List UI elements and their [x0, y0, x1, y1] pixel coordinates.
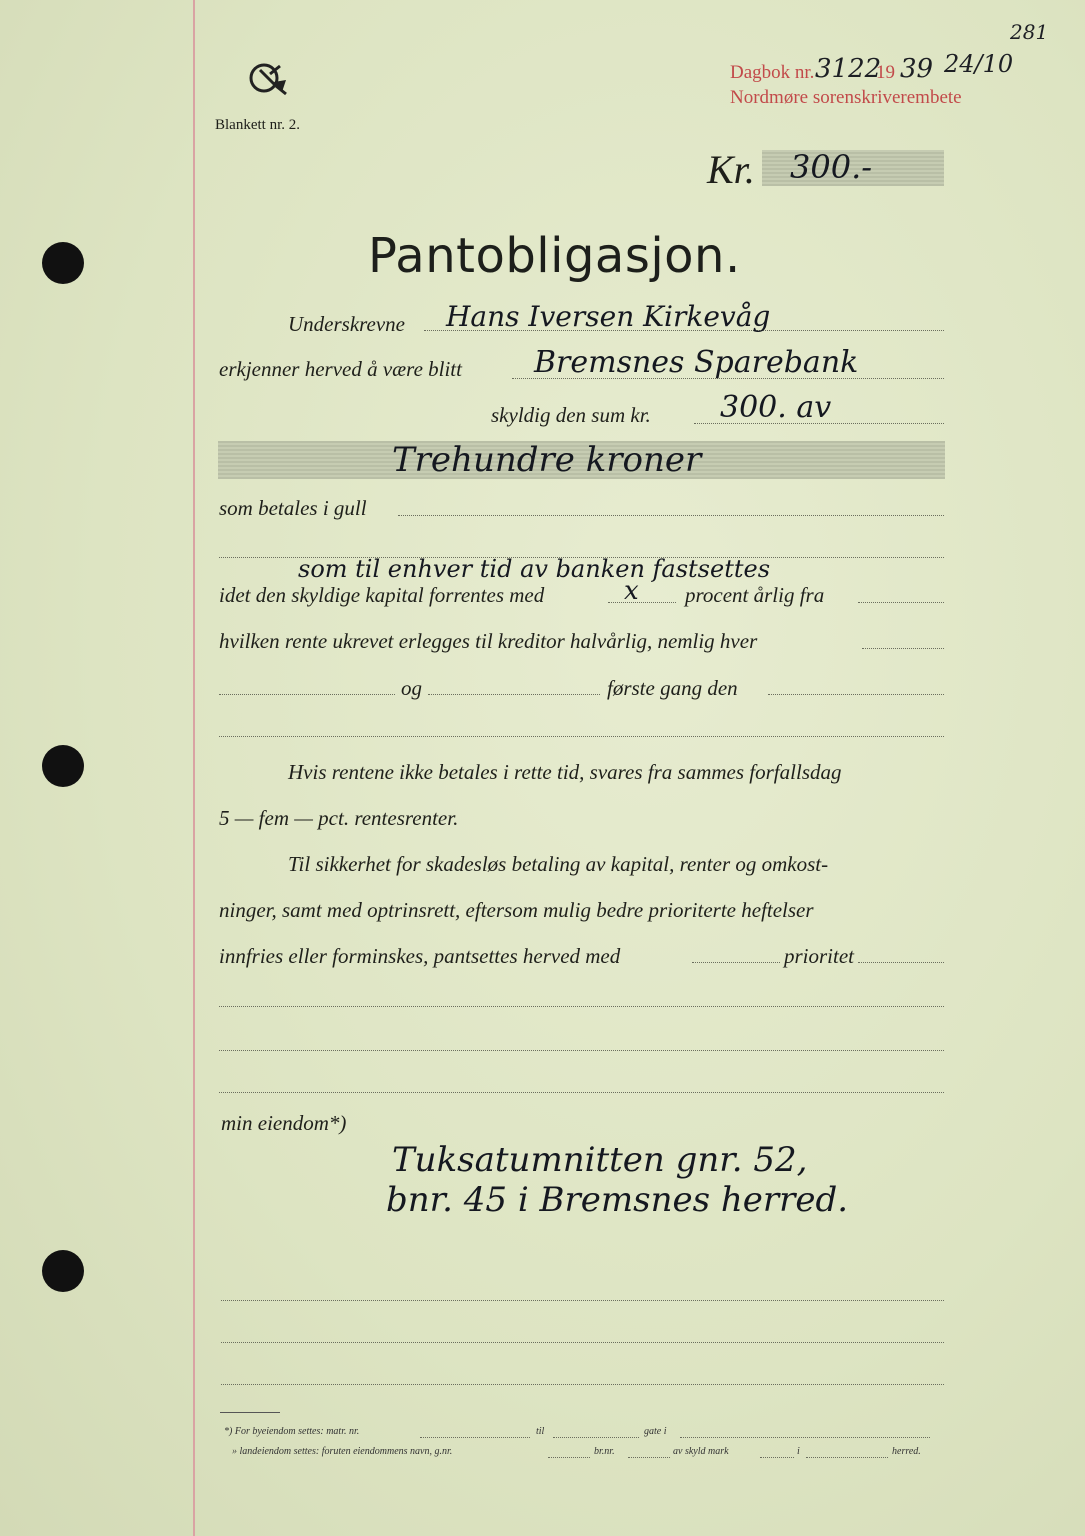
footnote-dots-6: [760, 1457, 794, 1458]
footnote-line1-c: gate i: [644, 1426, 667, 1437]
form-number: Blankett nr. 2.: [215, 117, 300, 133]
footnote-separator: [220, 1412, 280, 1413]
property-line-2: bnr. 45 i Bremsnes herred.: [386, 1180, 849, 1220]
skyldig-amount: 300. av: [720, 390, 832, 425]
prioritet-end-line: [858, 962, 944, 963]
punch-hole-top: [42, 242, 84, 284]
property-line-1: Tuksatumnitten gnr. 52,: [392, 1140, 808, 1180]
para2-line3: innfries eller forminskes, pantsettes herved med: [219, 944, 621, 968]
prioritet-label: prioritet: [784, 944, 855, 968]
para2-line1: Til sikkerhet for skadesløs betaling av kapital, renter og omkost-: [288, 852, 829, 876]
debtor-name: Hans Iversen Kirkevåg: [446, 300, 771, 333]
procent-label: procent årlig fra: [685, 583, 825, 607]
punch-hole-middle: [42, 745, 84, 787]
stamp-year: 39: [900, 54, 934, 84]
crest-logo-icon: [246, 56, 292, 102]
dagbok-number: 3122: [815, 54, 882, 84]
margin-line: [193, 0, 195, 1536]
eiendom-label: min eiendom*): [221, 1111, 347, 1135]
blank-line-4: [219, 1050, 944, 1051]
amount-value: 300.-: [790, 148, 873, 186]
stamp-dagbok-label: Dagbok nr.: [730, 62, 815, 83]
footnote-dots-3: [680, 1437, 930, 1438]
hver-line: [862, 648, 944, 649]
prioritet-line: [692, 962, 780, 963]
procent-value: x: [624, 576, 639, 606]
stamp-year-prefix: 19: [876, 62, 895, 83]
hvilken-label: hvilken rente ukrevet erlegges til kreditor halvårlig, nemlig hver: [219, 629, 758, 653]
page-number: 281: [1010, 20, 1049, 44]
procent-line: [608, 602, 676, 603]
footnote-line1-b: til: [536, 1426, 545, 1437]
gull-line: [398, 515, 944, 516]
amount-label: Kr.: [707, 147, 755, 192]
fra-line: [858, 602, 944, 603]
gull-label: som betales i gull: [219, 496, 367, 520]
stamp-office: Nordmøre sorenskriverembete: [730, 87, 962, 108]
footnote-line2-a: » landeiendom settes: foruten eiendommens navn, g.nr.: [232, 1446, 453, 1457]
footnote-line2-e: herred.: [892, 1446, 921, 1457]
date-line-2: [428, 694, 600, 695]
amount-in-words: Trehundre kroner: [392, 440, 702, 480]
date-line-1: [219, 694, 395, 695]
footnote-line1-a: *) For byeiendom settes: matr. nr.: [224, 1426, 360, 1437]
footnote-dots-1: [420, 1437, 530, 1438]
footnote-dots-7: [806, 1457, 888, 1458]
blank-line-2: [219, 736, 944, 737]
blank-line-7: [221, 1342, 944, 1343]
skyldig-label: skyldig den sum kr.: [491, 403, 651, 427]
para1-line1: Hvis rentene ikke betales i rette tid, svares fra sammes forfallsdag: [288, 760, 842, 784]
blank-line-6: [221, 1300, 944, 1301]
para1-line2: 5 — fem — pct. rentesrenter.: [219, 806, 459, 830]
footnote-dots-5: [628, 1457, 670, 1458]
forste-gang-label: første gang den: [607, 676, 738, 700]
og-label: og: [401, 676, 422, 700]
erkjenner-label: erkjenner herved å være blitt: [219, 357, 462, 381]
blank-line-5: [219, 1092, 944, 1093]
creditor-name: Bremsnes Sparebank: [534, 345, 859, 380]
footnote-line2-d: i: [797, 1446, 800, 1457]
footnote-dots-2: [553, 1437, 639, 1438]
stamp-date: 24/10: [944, 50, 1014, 78]
blank-line-8: [221, 1384, 944, 1385]
punch-hole-bottom: [42, 1250, 84, 1292]
underskrevne-label: Underskrevne: [288, 312, 406, 336]
document-title: Pantobligasjon.: [368, 228, 741, 284]
idet-label: idet den skyldige kapital forrentes med: [219, 583, 545, 607]
para2-line2: ninger, samt med optrinsrett, eftersom mulig bedre prioriterte heftelser: [219, 898, 814, 922]
footnote-line2-b: br.nr.: [594, 1446, 615, 1457]
footnote-line2-c: av skyld mark: [673, 1446, 729, 1457]
interest-note: som til enhver tid av banken fastsettes: [298, 555, 771, 583]
date-line-3: [768, 694, 944, 695]
footnote-dots-4: [548, 1457, 590, 1458]
blank-line-3: [219, 1006, 944, 1007]
